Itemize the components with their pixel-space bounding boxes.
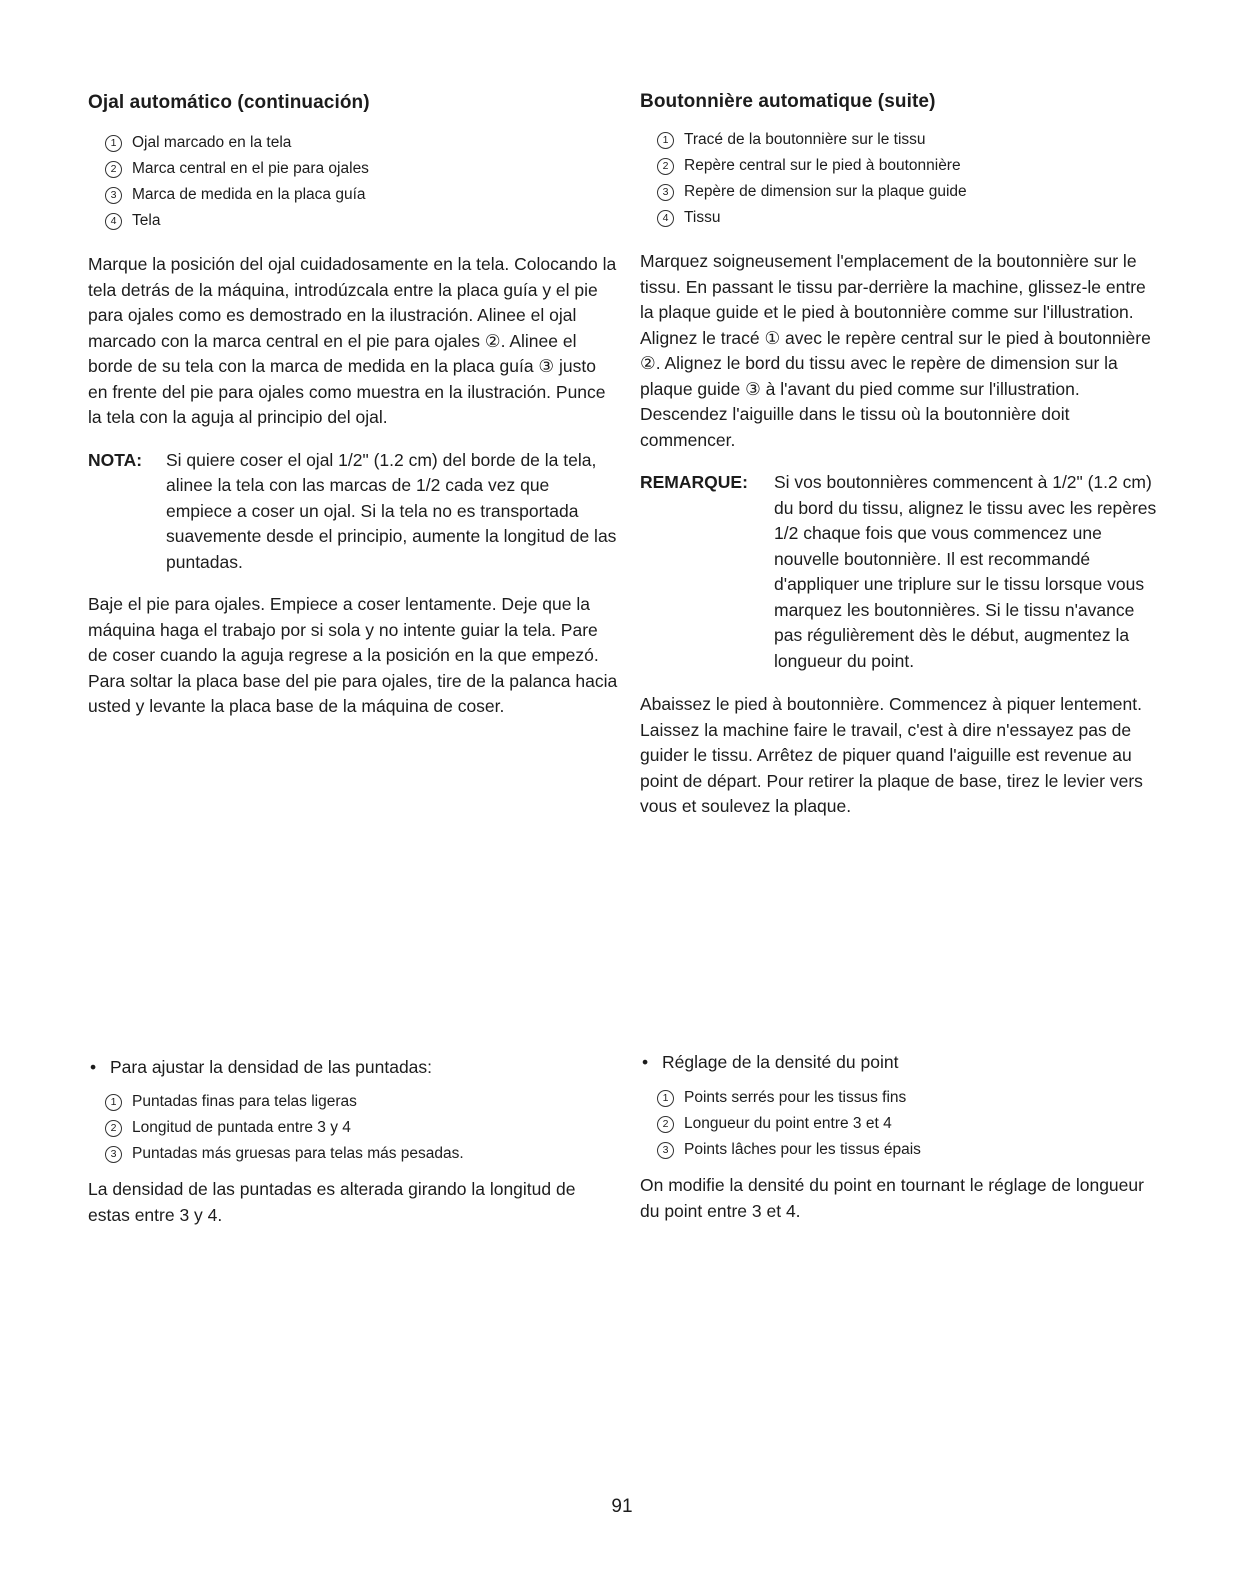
list-item: 1 Ojal marcado en la tela	[105, 130, 618, 156]
circled-number: 2	[105, 1120, 122, 1137]
circled-number: 4	[657, 210, 674, 227]
spanish-section	[88, 92, 618, 720]
french-section	[640, 91, 1160, 820]
circled-number: 2	[657, 158, 674, 175]
list-item: 3 Repère de dimension sur la plaque guide	[657, 179, 1160, 205]
list-item: 1 Tracé de la boutonnière sur le tissu	[657, 127, 1160, 153]
circled-number: 4	[105, 213, 122, 230]
list-item: 2 Marca central en el pie para ojales	[105, 156, 618, 182]
french-bullet: • Réglage de la densité du point	[640, 1049, 1160, 1075]
list-item: 4 Tela	[105, 208, 618, 234]
french-density-list	[640, 1085, 1160, 1163]
french-paragraph-1: Marquez soigneusement l'emplacement de la boutonnière sur le tissu. En passant le tissu par-derrière la machine, glissez-le entre la plaque guide et le pied à boutonnière comme sur l'illustration. Alignez le tracé ① avec le repère central sur le pied à boutonnière ②. Alignez le bord du tissu avec le repère de dimension sur la plaque guide ③ à l'avant du pied comme sur l'illustration. Descendez l'aiguille dans le tissu où la boutonnière doit commencer.	[640, 251, 1151, 450]
french-density-section	[640, 1049, 1160, 1224]
page-number: 91	[611, 1496, 633, 1517]
note-label: NOTA:	[88, 449, 143, 470]
list-item: 3 Puntadas más gruesas para telas más pesadas.	[105, 1141, 618, 1167]
list-item: 3 Points lâches pour les tissus épais	[657, 1137, 1160, 1163]
list-item: 3 Marca de medida en la placa guía	[105, 182, 618, 208]
spanish-bullet: • Para ajustar la densidad de las puntadas:	[88, 1054, 618, 1080]
spanish-heading: Ojal automático (continuación)	[88, 92, 370, 113]
circled-number: 3	[657, 1142, 674, 1159]
french-heading: Boutonnière automatique (suite)	[640, 91, 936, 112]
list-item: 1 Puntadas finas para telas ligeras	[105, 1089, 618, 1115]
note-label: REMARQUE:	[640, 472, 748, 492]
circled-number: 1	[105, 135, 122, 152]
list-item: 1 Points serrés pour les tissus fins	[657, 1085, 1160, 1111]
circled-number: 3	[105, 187, 122, 204]
circled-number: 3	[657, 184, 674, 201]
circled-number: 2	[657, 1116, 674, 1133]
spanish-paragraph-3: La densidad de las puntadas es alterada girando la longitud de estas entre 3 y 4.	[88, 1179, 576, 1225]
circled-number: 3	[105, 1146, 122, 1163]
spanish-density-section	[88, 1054, 618, 1228]
list-item: 2 Longueur du point entre 3 et 4	[657, 1111, 1160, 1137]
french-paragraph-3: On modifie la densité du point en tournant le réglage de longueur du point entre 3 et 4.	[640, 1175, 1144, 1221]
circled-number: 1	[105, 1094, 122, 1111]
circled-number: 2	[105, 161, 122, 178]
spanish-legend-list	[88, 130, 618, 234]
spanish-paragraph-2: Baje el pie para ojales. Empiece a coser lentamente. Deje que la máquina haga el trabajo por si sola y no intente guiar la tela. Pare de coser cuando la aguja regrese a la posición en la que empezó. Para soltar la placa base del pie para ojales, tire de la palanca hacia usted y levante la placa base de la máquina de coser.	[88, 594, 618, 716]
circled-number: 1	[657, 1090, 674, 1107]
note-text: Si vos boutonnières commencent à 1/2" (1.2 cm) du bord du tissu, alignez le tissu avec les repères 1/2 chaque fois que vous commencez une nouvelle boutonnière. Il est recommandé d'appliquer une triplure sur le tissu lorsque vous marquez les boutonnières. Si le tissu n'avance pas régulièrement dès le début, augmentez la longueur du point.	[774, 472, 1157, 671]
french-legend-list	[640, 127, 1160, 231]
circled-number: 1	[657, 132, 674, 149]
bullet-icon: •	[642, 1052, 649, 1072]
spanish-note	[88, 448, 618, 576]
bullet-icon: •	[90, 1057, 97, 1077]
spanish-paragraph-1: Marque la posición del ojal cuidadosamente en la tela. Colocando la tela detrás de la máquina, introdúzcala entre la placa guía y el pie para ojales como es demostrado en la ilustración. Alinee el ojal marcado con la marca central en el pie para ojales ②. Alinee el borde de su tela con la marca de medida en la placa guía ③ justo en frente del pie para ojales como muestra en la ilustración. Punce la tela con la aguja al principio del ojal.	[88, 254, 617, 427]
french-paragraph-2: Abaissez le pied à boutonnière. Commencez à piquer lentement. Laissez la machine faire le travail, c'est à dire n'essayez pas de guider le tissu. Arrêtez de piquer quand l'aiguille est revenue au point de départ. Pour retirer la plaque de base, tirez le levier vers vous et soulevez la plaque.	[640, 694, 1143, 816]
list-item: 2 Repère central sur le pied à boutonnière	[657, 153, 1160, 179]
list-item: 2 Longitud de puntada entre 3 y 4	[105, 1115, 618, 1141]
spanish-density-list	[88, 1089, 618, 1167]
french-note	[640, 470, 1160, 674]
list-item: 4 Tissu	[657, 205, 1160, 231]
note-text: Si quiere coser el ojal 1/2" (1.2 cm) del borde de la tela, alinee la tela con las marcas de 1/2 cada vez que empiece a coser un ojal. Si la tela no es transportada suavemente desde el principio, aumente la longitud de las puntadas.	[166, 449, 617, 572]
